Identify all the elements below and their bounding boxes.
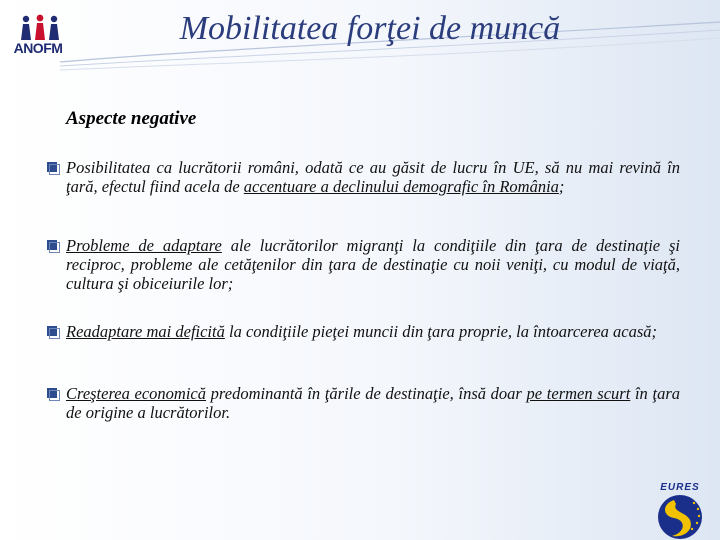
text-run: ; (558, 177, 565, 196)
underlined-text: Creşterea economică (66, 384, 206, 403)
bullet-item (44, 322, 680, 384)
bullet-list (44, 158, 680, 422)
checkbox-square-icon (46, 387, 60, 401)
bullet-item (44, 158, 680, 236)
page-title: Mobilitatea forţei de muncă (179, 10, 561, 47)
anofm-logo-text: ANOFM (13, 40, 63, 56)
bullet-item (44, 236, 680, 322)
checkbox-square-icon (46, 161, 60, 175)
underlined-text: pe termen scurt (526, 384, 631, 403)
checkbox-square-icon (46, 325, 60, 339)
eures-logo-text: EURES (660, 482, 700, 493)
checkbox-square-icon (46, 239, 60, 253)
bullet-text (66, 158, 680, 196)
bullet-text (66, 236, 680, 293)
eures-mark-icon (654, 494, 706, 540)
people-figures-icon (18, 14, 62, 40)
text-run: Posibilitatea ca lucrătorii români, odată ce au găsit de lucru în UE, să nu mai revină în ţară, efectul fiind acela de (66, 158, 680, 196)
underlined-text: Probleme de adaptare (66, 236, 222, 255)
bullet-item (44, 384, 680, 422)
bullet-text (66, 384, 680, 422)
text-run: la condiţiile pieţei muncii din ţara proprie, la întoarcerea acasă; (224, 322, 658, 341)
section-subtitle: Aspecte negative (66, 108, 197, 129)
text-run: în ţara de origine a lucrătorilor. (66, 384, 680, 422)
text-run: ale lucrătorilor migranţi la condiţiile din ţara de destinaţie şi reciproc, probleme ale cetăţenilor din ţara de destinaţie cu noii veniţi, cu modul de viaţă, cultura şi obiceiurile lor; (66, 236, 680, 293)
text-run: predominantă în ţările de destinaţie, însă doar (206, 384, 527, 403)
underlined-text: Readaptare mai deficită (66, 322, 225, 341)
bullet-text (66, 322, 657, 341)
eures-logo (650, 482, 710, 540)
anofm-logo (2, 14, 74, 60)
underlined-text: accentuare a declinului demografic în România (243, 177, 559, 196)
